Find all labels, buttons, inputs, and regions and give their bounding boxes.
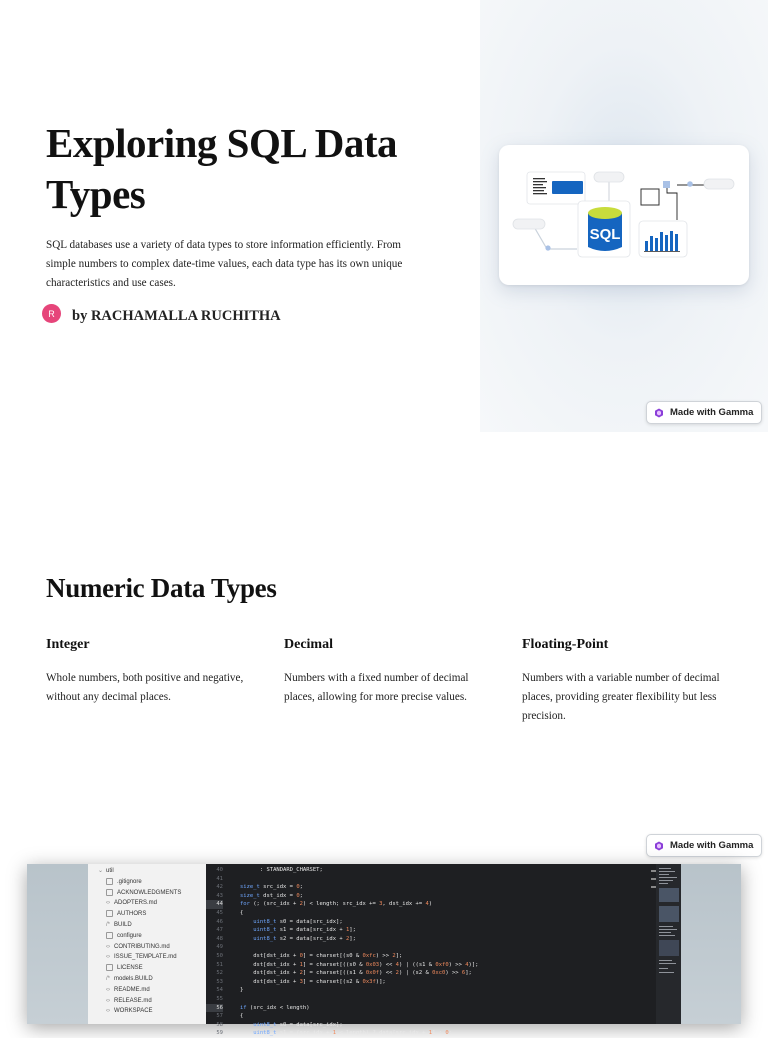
pill-shape	[513, 219, 545, 229]
code-line[interactable]: size_t src_idx = 0;	[240, 884, 303, 891]
line-number: 54	[216, 987, 223, 994]
code-line[interactable]: }	[240, 987, 244, 994]
file-type-icon: ‹›	[106, 900, 110, 907]
file-tree-item[interactable]	[88, 866, 206, 877]
sql-diagram	[499, 145, 749, 285]
line-number: 59	[216, 1030, 223, 1037]
document-icon	[106, 910, 113, 917]
square-marker	[663, 181, 670, 188]
file-type-icon: ⌄	[98, 868, 104, 874]
made-with-gamma-badge[interactable]	[646, 401, 762, 424]
file-name: CONTRIBUTING.md	[114, 943, 170, 950]
file-tree-item[interactable]	[88, 888, 206, 899]
avatar: R	[42, 304, 61, 323]
file-type-icon: ‹›	[106, 943, 110, 950]
document-icon	[106, 889, 113, 896]
pill-shape	[594, 172, 624, 182]
file-name: BUILD	[114, 921, 132, 928]
code-line[interactable]: {	[240, 909, 244, 916]
code-line[interactable]: uint8_t s2 = data[src_idx + 2];	[253, 935, 356, 942]
line-number: 46	[216, 918, 223, 925]
file-name: ADOPTERS.md	[114, 900, 158, 907]
code-line[interactable]: size_t dst_idx = 0;	[240, 892, 303, 899]
code-line[interactable]: dst[dst_idx + 3] = charset[(s2 & 0x3f)];	[240, 978, 386, 985]
file-name: README.md	[114, 986, 150, 993]
line-number: 49	[216, 944, 223, 951]
line-number: 44	[206, 900, 223, 909]
badge-label: Made with Gamma	[670, 407, 754, 418]
line-numbers	[206, 864, 226, 1037]
gamma-logo-icon	[654, 841, 664, 851]
file-tree-item[interactable]	[88, 985, 206, 996]
sql-label: SQL	[589, 226, 621, 243]
line-number: 47	[216, 927, 223, 934]
code-slide	[0, 864, 768, 1037]
file-type-icon: ‹›	[106, 1008, 110, 1015]
integer-column	[46, 637, 251, 707]
badge-label: Made with Gamma	[670, 840, 754, 851]
file-tree-item[interactable]	[88, 920, 206, 931]
section-title: Numeric Data Types	[46, 573, 277, 603]
file-tree-item[interactable]	[88, 974, 206, 985]
file-tree-item[interactable]	[88, 963, 206, 974]
file-name: ACKNOWLEDGMENTS	[117, 889, 182, 896]
file-type-icon: /*	[106, 975, 111, 982]
code-editor-screenshot	[27, 864, 741, 1037]
file-type-icon: ‹›	[106, 986, 110, 993]
column-text: Numbers with a fixed number of decimal places, allowing for more precise values.	[284, 672, 469, 703]
file-name: RELEASE.md	[114, 997, 152, 1004]
file-tree-item[interactable]	[88, 909, 206, 920]
file-tree-item[interactable]	[88, 942, 206, 953]
gamma-logo-icon	[654, 408, 664, 418]
line-number: 41	[216, 875, 223, 882]
line-number: 43	[216, 892, 223, 899]
file-name: configure	[117, 932, 142, 939]
file-name: ISSUE_TEMPLATE.md	[114, 954, 177, 961]
file-name: .gitignore	[117, 878, 142, 885]
line-number: 57	[216, 1013, 223, 1020]
file-tree-item[interactable]	[88, 1006, 206, 1017]
line-number: 58	[216, 1021, 223, 1028]
file-tree-item[interactable]	[88, 996, 206, 1007]
line-number: 40	[216, 867, 223, 873]
hero-illustration	[480, 0, 768, 432]
code-line[interactable]: if (src_idx < length)	[240, 1004, 310, 1011]
sql-illustration-card	[499, 145, 749, 285]
author-byline	[42, 302, 281, 325]
file-tree-item[interactable]	[88, 931, 206, 942]
line-number: 52	[216, 970, 223, 977]
slide-description: SQL databases use a variety of data types to store information efficiently. From simple numbers to complex date-time values, each data type has its own unique characteristics and use cases.	[46, 239, 403, 289]
line-number: 53	[216, 978, 223, 985]
code-line[interactable]: uint8_t s1 = (src_idx + 1 < length) ? data[src_idx + 1] : 0;	[253, 1030, 452, 1037]
connector-dot	[687, 181, 693, 187]
connector-dot	[545, 245, 550, 250]
file-name: util	[106, 868, 114, 874]
title-slide	[0, 0, 768, 432]
column-title: Integer	[46, 637, 90, 652]
file-tree-item[interactable]	[88, 898, 206, 909]
minimap	[656, 864, 681, 1024]
line-number: 51	[216, 961, 223, 968]
made-with-gamma-badge[interactable]	[646, 834, 762, 857]
code-line[interactable]: {	[240, 1013, 244, 1020]
file-type-icon: /*	[106, 921, 111, 928]
code-line[interactable]	[240, 943, 656, 952]
code-line[interactable]: uint8_t s0 = data[src_idx];	[253, 1021, 343, 1028]
code-line[interactable]	[240, 995, 656, 1004]
file-type-icon: ‹›	[106, 954, 110, 961]
decimal-column	[284, 637, 489, 707]
file-type-icon: ‹›	[106, 997, 110, 1004]
column-text: Numbers with a variable number of decimal places, providing greater flexibility but less precision.	[522, 672, 720, 722]
code-line[interactable]: uint8_t s0 = data[src_idx];	[253, 918, 343, 925]
file-name: WORKSPACE	[114, 1008, 153, 1015]
line-number: 45	[216, 909, 223, 916]
file-name: LICENSE	[117, 965, 143, 972]
pill-shape	[704, 179, 734, 189]
frame-shape	[641, 189, 659, 205]
document-icon	[106, 964, 113, 971]
minimap-scroll-markers	[623, 864, 657, 1024]
line-number: 50	[216, 952, 223, 959]
code-line[interactable]	[240, 875, 656, 884]
line-number: 56	[206, 1004, 223, 1013]
code-line[interactable]: dst[dst_idx + 1] = charset[((s0 & 0x03) << 4) | ((s1 & 0xf0) >> 4)];	[240, 961, 479, 968]
document-icon	[106, 932, 113, 939]
document-icon	[527, 172, 585, 204]
file-name: models.BUILD	[114, 975, 153, 982]
column-title: Decimal	[284, 637, 333, 652]
code-line[interactable]: uint8_t s1 = data[src_idx + 1];	[253, 927, 356, 934]
line-number: 48	[216, 935, 223, 942]
file-tree-item[interactable]	[88, 877, 206, 888]
line-number: 55	[216, 995, 223, 1002]
column-title: Floating-Point	[522, 637, 609, 652]
slide-title: Exploring SQL Data Types	[46, 120, 397, 217]
code-area	[226, 864, 656, 1037]
connector-line	[667, 185, 677, 220]
floating-point-column	[522, 637, 727, 726]
minimap-preview	[656, 864, 681, 1024]
file-tree-item[interactable]	[88, 952, 206, 963]
author-name: by RACHAMALLA RUCHITHA	[72, 308, 281, 324]
line-number: 42	[216, 884, 223, 891]
code-line[interactable]: dst[dst_idx + 0] = charset[(s0 & 0xfc) >> 2];	[240, 952, 403, 959]
document-icon	[106, 878, 113, 885]
database-icon	[578, 201, 630, 257]
column-text: Whole numbers, both positive and negative, without any decimal places.	[46, 672, 244, 703]
code-line[interactable]: for (; (src_idx + 2) < length; src_idx += 3, dst_idx += 4)	[240, 901, 433, 908]
file-name: AUTHORS	[117, 911, 147, 918]
code-line[interactable]: dst[dst_idx + 2] = charset[((s1 & 0x0f) << 2) | (s2 & 0xc0) >> 6];	[240, 970, 472, 977]
code-line[interactable]: : STANDARD_CHARSET;	[240, 867, 323, 873]
file-tree	[88, 864, 206, 1024]
bar-chart-icon	[639, 221, 687, 257]
